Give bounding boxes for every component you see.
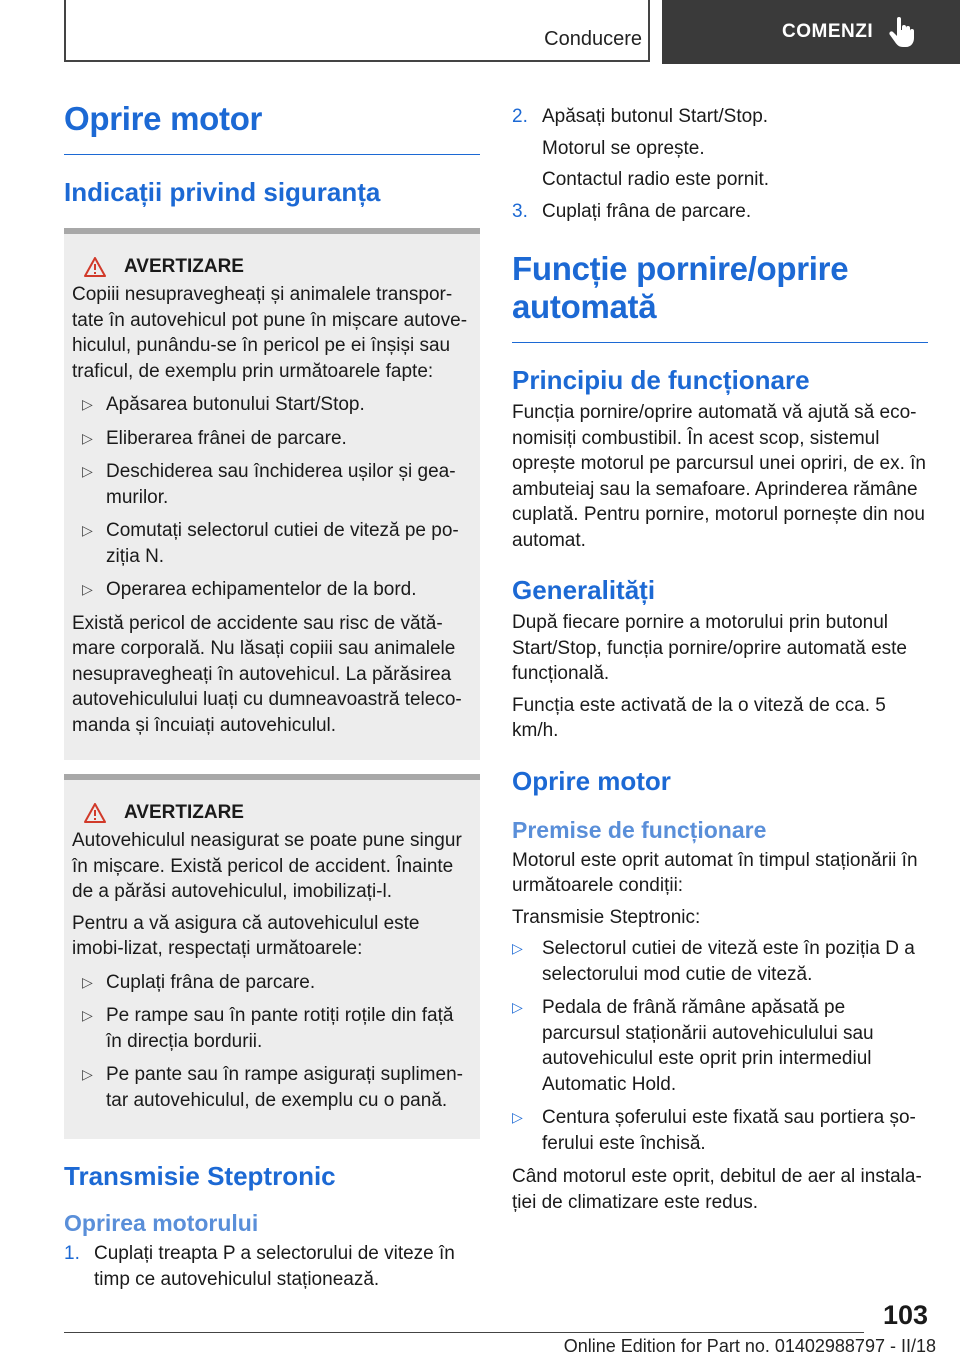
section-heading-safety: Indicații privind siguranța (64, 176, 381, 207)
warning-paragraph: Autovehiculul neasigurat se poate pune singur în mișcare. Există pericol de accident. Înainte de a părăsi autovehiculul, imobilizați-l. (72, 830, 462, 903)
warning-triangle-icon (84, 803, 106, 823)
warning-title (72, 256, 472, 278)
steps-list (64, 1241, 480, 1292)
warning-box-1 (64, 228, 480, 760)
step-item: 1. Cuplați treapta P a selectorului de viteze în timp ce autovehiculul staționează. (64, 1243, 455, 1290)
section-heading-general: Generalități (512, 575, 656, 606)
footer-edition: Online Edition for Part no. 01402988797 - II/18 (563, 1336, 936, 1356)
paragraph-principiu: Funcția pornire/oprire automată vă ajută să eco-nomisiți combustibil. În acest scop, sistemul oprește motorul pe parcursul unei opriri, de ex. în ambuteiaj sau la semafoare. Aprinderea rămâne cuplată. Pentru pornire, motorul pornește din nou automat. (512, 402, 926, 551)
list-item: ▷ Deschiderea sau închiderea ușilor și gea-murilor. (82, 461, 456, 508)
condition-list (512, 936, 928, 1156)
subsection-heading-oprire: Oprirea motorului (64, 1210, 259, 1237)
section-heading-steptronic: Transmisie Steptronic (64, 1161, 336, 1192)
step-detail: Contactul radio este pornit. (542, 169, 770, 190)
warning-box-2 (64, 774, 480, 1139)
footer-rule (64, 1332, 864, 1333)
warning-title-text: AVERTIZARE (124, 802, 244, 824)
warning-intro: Copiii nesupravegheați și animalele transpor-tate în autovehicul pot pune în mișcare autove-hiculul, punându-se în pericol pe ei înșiși sau traficul, de exemplu prin următoarele fapte: (72, 284, 468, 382)
section-heading-principiu: Principiu de funcționare (512, 364, 810, 395)
warning-outro: Există pericol de accidente sau risc de vătă-mare corporală. Nu lăsați copiii sau animalele nesupravegheați în autovehicul. La părăsirea autovehiculului luați cu dumneavoastră teleco-manda și încuiați autovehiculul. (72, 612, 462, 736)
left-column (64, 100, 480, 1298)
paragraph-premise: Motorul este oprit automat în timpul staționării în următoarele condiții: (512, 849, 918, 897)
page-title: Oprire motor (64, 100, 263, 137)
steps-list (512, 104, 928, 130)
warning-title (72, 802, 472, 824)
list-item: ▷ Apăsarea butonului Start/Stop. (82, 394, 365, 416)
section-heading-oprire: Oprire motor (512, 765, 671, 796)
step-item: 3. Cuplați frâna de parcare. (512, 200, 752, 222)
list-item: ▷ Pe rampe sau în pante rotiți roțile din față în direcția bordurii. (82, 1005, 454, 1052)
steps-list (512, 199, 928, 225)
warning-list (72, 392, 472, 603)
list-item: ▷ Pe pante sau în rampe asigurați suplimen-tar autovehiculul, de exemplu cu o pană. (82, 1064, 463, 1111)
step-item: 2. Apăsați butonul Start/Stop. (512, 106, 769, 127)
warning-title-text: AVERTIZARE (124, 256, 244, 278)
warning-list (72, 970, 472, 1114)
list-item: ▷ Eliberarea frânei de parcare. (82, 427, 347, 449)
list-item: ▷ Cuplați frâna de parcare. (82, 971, 316, 993)
title-rule (512, 342, 928, 343)
paragraph-closing: Când motorul este oprit, debitul de aer al instala-ției de climatizare este redus. (512, 1166, 922, 1213)
pointing-hand-icon (889, 17, 915, 47)
header-tab-comenzi[interactable] (662, 0, 960, 64)
paragraph-premise: Transmisie Steptronic: (512, 906, 701, 928)
step-detail: Motorul se oprește. (542, 137, 705, 159)
list-item: ▷ Selectorul cutiei de viteză este în poziția D a selectorului mod cutie de viteză. (512, 938, 915, 985)
paragraph-general: Funcția este activată de la o viteză de cca. 5 km/h. (512, 694, 886, 742)
warning-triangle-icon (84, 257, 106, 277)
header-tab-label: COMENZI (782, 21, 874, 42)
page-title-autostart: Funcție pornire/oprire automată (512, 250, 849, 325)
paragraph-general: După fiecare pornire a motorului prin butonul Start/Stop, funcția pornire/oprire automată este funcțională. (512, 612, 907, 685)
list-item: ▷ Comutați selectorul cutiei de viteză pe po-ziția N. (82, 520, 459, 567)
right-column (512, 104, 928, 1215)
header-section-label[interactable]: Conducere (544, 28, 642, 50)
list-item: ▷ Pedala de frână rămâne apăsată pe parcursul staționării autovehiculului sau autovehiculul este oprit prin intermediul Automatic Hold. (512, 997, 874, 1095)
title-rule (64, 154, 480, 155)
list-item: ▷ Operarea echipamentelor de la bord. (82, 579, 417, 601)
warning-paragraph: Pentru a vă asigura că autovehiculul este imobi-lizat, respectați următoarele: (72, 912, 420, 960)
page-number: 103 (882, 1300, 928, 1330)
list-item: ▷ Centura șoferului este fixată sau portiera șo-ferului este închisă. (512, 1107, 916, 1154)
subsection-heading-premise: Premise de funcționare (512, 816, 767, 843)
